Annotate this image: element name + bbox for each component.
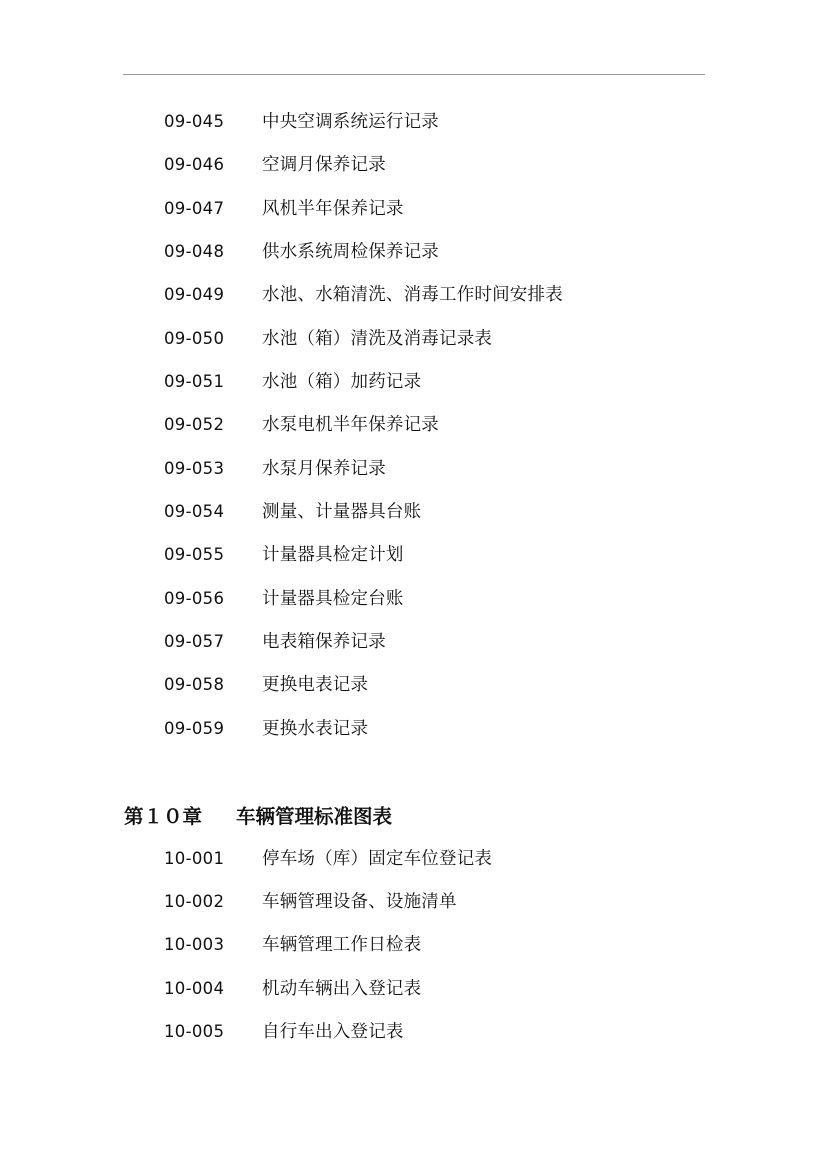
entry-title: 机动车辆出入登记表 (262, 979, 422, 999)
entry-title: 水泵月保养记录 (262, 459, 386, 479)
list-item (0, 629, 827, 655)
header-rule (123, 74, 705, 75)
entry-title: 中央空调系统运行记录 (262, 112, 439, 132)
list-item (0, 282, 827, 308)
list-item (0, 109, 827, 135)
entry-code: 09-049 (164, 285, 225, 304)
list-item (0, 326, 827, 352)
list-item (0, 889, 827, 915)
entry-code: 09-058 (164, 675, 225, 694)
list-item (0, 716, 827, 742)
entry-title: 停车场（库）固定车位登记表 (262, 849, 493, 869)
entry-code: 10-004 (164, 979, 225, 998)
entry-code: 09-045 (164, 112, 225, 131)
entry-title: 车辆管理工作日检表 (262, 935, 422, 955)
entry-title: 测量、计量器具台账 (262, 502, 422, 522)
entry-title: 电表箱保养记录 (262, 632, 386, 652)
entry-code: 09-054 (164, 502, 225, 521)
list-item (0, 456, 827, 482)
entry-title: 计量器具检定台账 (262, 589, 404, 609)
list-item (0, 672, 827, 698)
entry-title: 更换水表记录 (262, 719, 369, 739)
entry-title: 水池、水箱清洗、消毒工作时间安排表 (262, 285, 563, 305)
chapter-number: 第１０章 (124, 805, 203, 828)
entry-title: 空调月保养记录 (262, 155, 386, 175)
list-item (0, 196, 827, 222)
entry-title: 水池（箱）加药记录 (262, 372, 422, 392)
entry-title: 车辆管理设备、设施清单 (262, 892, 457, 912)
entry-code: 09-047 (164, 199, 225, 218)
list-item (0, 499, 827, 525)
entry-title: 自行车出入登记表 (262, 1022, 404, 1042)
list-item (0, 369, 827, 395)
entry-code: 10-002 (164, 892, 225, 911)
entry-code: 10-001 (164, 849, 225, 868)
list-item (0, 976, 827, 1002)
chapter-title: 车辆管理标准图表 (236, 805, 393, 828)
entry-code: 09-059 (164, 719, 225, 738)
entry-code: 10-003 (164, 935, 225, 954)
entry-code: 09-053 (164, 459, 225, 478)
entry-code: 09-057 (164, 632, 225, 651)
entry-title: 水池（箱）清洗及消毒记录表 (262, 329, 493, 349)
list-item (0, 542, 827, 568)
list-item (0, 932, 827, 958)
entry-code: 09-050 (164, 329, 225, 348)
list-item (0, 586, 827, 612)
entry-title: 计量器具检定计划 (262, 545, 404, 565)
entry-code: 09-052 (164, 415, 225, 434)
entry-title: 水泵电机半年保养记录 (262, 415, 439, 435)
entry-code: 09-056 (164, 589, 225, 608)
entry-code: 09-046 (164, 155, 225, 174)
entry-code: 09-051 (164, 372, 225, 391)
list-item (0, 412, 827, 438)
list-item (0, 1019, 827, 1045)
list-item (0, 846, 827, 872)
list-item (0, 239, 827, 265)
entry-title: 更换电表记录 (262, 675, 369, 695)
entry-code: 09-048 (164, 242, 225, 261)
entry-title: 风机半年保养记录 (262, 199, 404, 219)
chapter-heading (124, 802, 824, 832)
entry-title: 供水系统周检保养记录 (262, 242, 439, 262)
entry-code: 10-005 (164, 1022, 225, 1041)
entry-code: 09-055 (164, 545, 225, 564)
list-item (0, 152, 827, 178)
